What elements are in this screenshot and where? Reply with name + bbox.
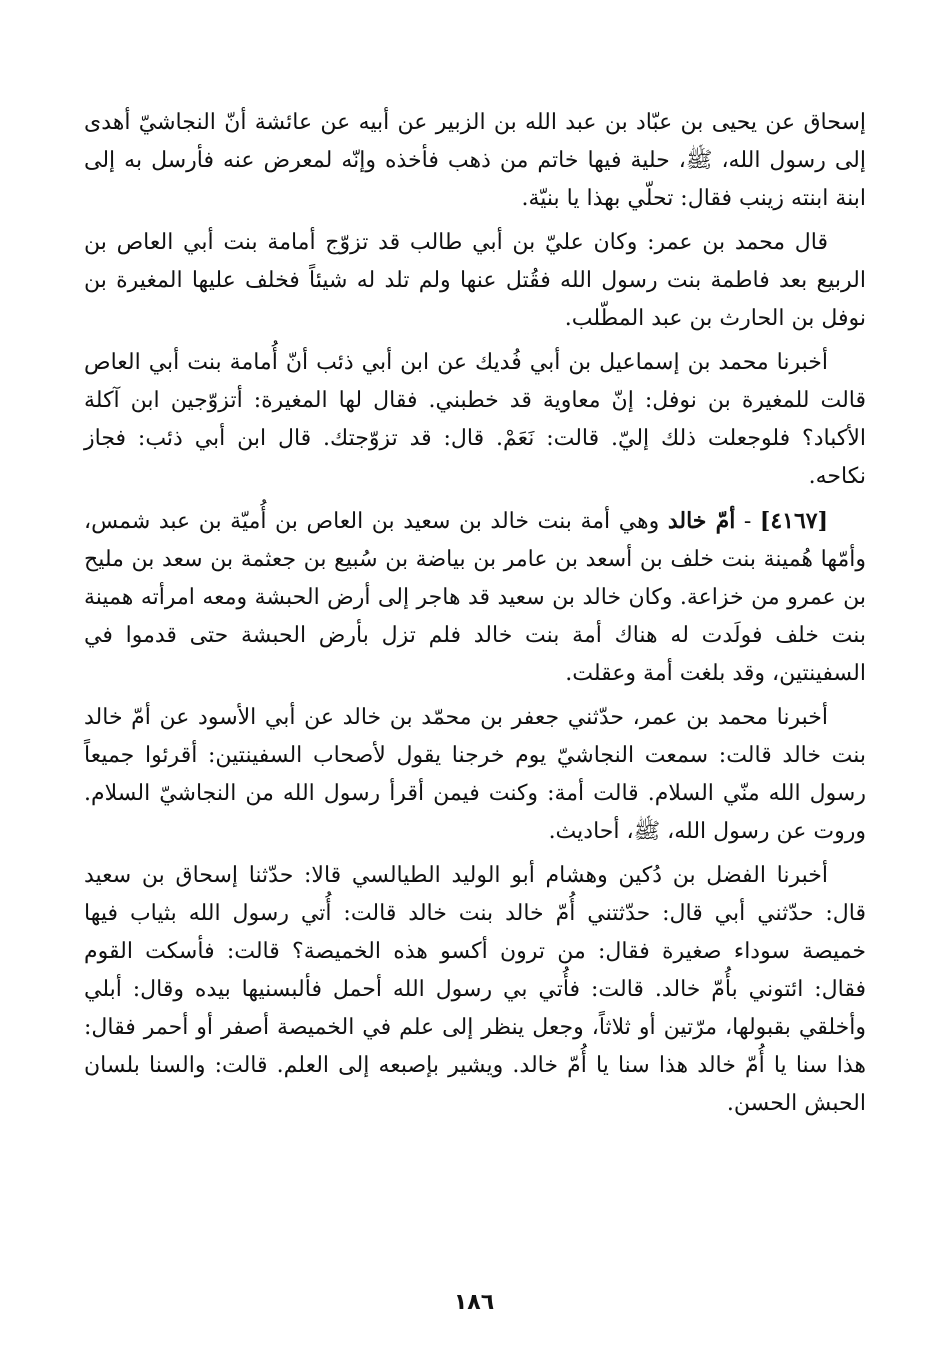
paragraph-5: أخبرنا محمد بن عمر، حدّثني جعفر بن محمّد بن خالد عن أبي الأسود عن أمّ خالد بنت خالد قالت: سمعت النجاشيّ يوم خرجنا يقول لأصحاب السفينتين: أقرئوا جميعاً رسول الله منّي السلام. قالت أمة: وكنت فيمن أقرأ رسول الله من النجاشيّ السلام. وروت عن رسول الله، ﷺ، أحاديث. — [84, 705, 866, 844]
paragraph-3: أخبرنا محمد بن إسماعيل بن أبي فُديك عن ابن أبي ذئب أنّ أُمامة بنت أبي العاص قالت للمغيرة بن نوفل: إنّ معاوية قد خطبني. فقال لها المغيرة: أتزوّجين ابن آكلة الأكباد؟ فلوجعلت ذلك إليّ. قالت: نَعَمْ. قال: قد تزوّجتك. قال ابن أبي ذئب: فجاز نكاحه. — [84, 350, 866, 489]
page-body — [84, 104, 866, 1129]
entry-4167-heading-paragraph — [84, 502, 866, 693]
entry-name: أمّ خالد — [667, 508, 736, 534]
entry-number: [٤١٦٧] — [759, 508, 828, 534]
entry-lead-text: وهي أمة بنت خالد بن سعيد بن العاص بن أُميّة بن عبد شمس، — [84, 509, 668, 534]
entry-body-text: وأمّها هُمينة بنت خلف بن أسعد بن عامر بن بياضة بن سُبيع بن جعثمة بن سعد بن مليح بن عمرو من خزاعة. وكان خالد بن سعيد قد هاجر إلى أرض الحبشة ومعه امرأته همينة بنت خلف فولَدت له هناك أمة بنت خالد فلم تزل بأرض الحبشة حتى قدموا في السفينتين، وقد بلغت أمة وعقلت. — [84, 547, 866, 686]
paragraph-6: أخبرنا الفضل بن دُكين وهشام أبو الوليد الطيالسي قالا: حدّثنا إسحاق بن سعيد قال: حدّثني أبي قال: حدّثتني أُمّ خالد بنت خالد قالت: أُتي رسول الله بثياب فيها خميصة سوداء صغيرة فقال: من ترون أكسو هذه الخميصة؟ قالت: فأسكت القوم فقال: ائتوني بأُمّ خالد. قالت: فأُتي بي رسول الله أحمل فألبسنيها بيده وقال: أبلي وأخلقي بقبولها، مرّتين أو ثلاثاً، وجعل ينظر إلى علم في الخميصة أصفر أو أحمر فقال: هذا سنا يا أُمّ خالد هذا سنا يا أُمّ خالد. ويشير بإصبعه إلى العلم. قالت: والسنا بلسان الحبش الحسن. — [84, 863, 866, 1116]
paragraph-2: قال محمد بن عمر: وكان عليّ بن أبي طالب قد تزوّج أمامة بنت أبي العاص بن الربيع بعد فاطمة بنت رسول الله فقُتل عنها ولم تلد له شيئاً فخلف عليها المغيرة بن نوفل بن الحارث بن عبد المطّلب. — [84, 230, 866, 331]
paragraph-1: إسحاق عن يحيى بن عبّاد بن عبد الله بن الزبير عن أبيه عن عائشة أنّ النجاشيّ أهدى إلى رسول الله، ﷺ، حلية فيها خاتم من ذهب فأخذه وإنّه لمعرض عنه فأرسل به إلى ابنة ابنته زينب فقال: تحلّي بهذا يا بنيّة. — [84, 110, 866, 211]
page-number: ١٨٦ — [453, 1290, 495, 1315]
entry-separator: - — [735, 509, 760, 534]
